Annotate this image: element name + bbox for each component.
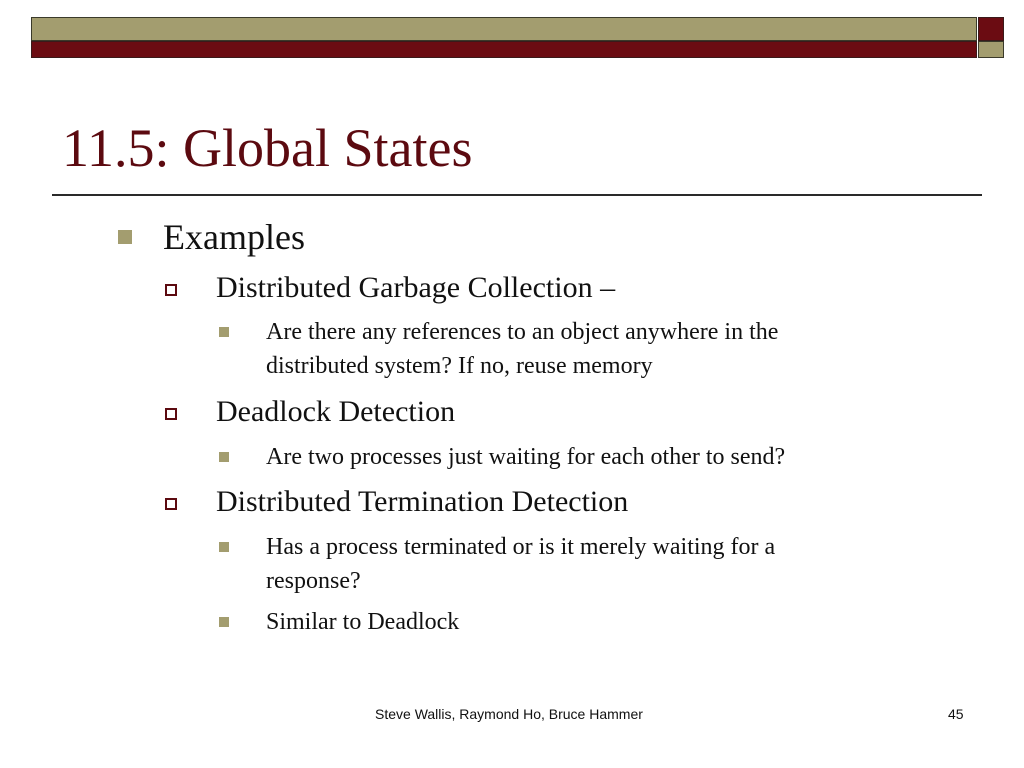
slide-title: 11.5: Global States [62, 118, 473, 178]
title-divider [52, 194, 982, 196]
hollow-square-bullet-icon [165, 408, 177, 420]
bullet-garbage-detail-line2: distributed system? If no, reuse memory [266, 353, 653, 379]
header-bar-olive [31, 17, 977, 41]
footer-authors: Steve Wallis, Raymond Ho, Bruce Hammer [375, 706, 643, 722]
square-bullet-icon [219, 542, 229, 552]
bullet-termination-detection: Distributed Termination Detection [216, 485, 629, 518]
bullet-examples: Examples [163, 217, 305, 257]
page-number: 45 [948, 706, 964, 722]
bullet-termination-detail-2: Similar to Deadlock [266, 609, 460, 635]
bullet-garbage-collection: Distributed Garbage Collection – [216, 271, 616, 304]
header-square-maroon [978, 17, 1004, 41]
hollow-square-bullet-icon [165, 498, 177, 510]
bullet-termination-detail-line2: response? [266, 568, 361, 594]
square-bullet-icon [219, 452, 229, 462]
square-bullet-icon [219, 617, 229, 627]
bullet-deadlock-detail: Are two processes just waiting for each other to send? [266, 444, 786, 470]
header-bar-maroon [31, 41, 977, 58]
hollow-square-bullet-icon [165, 284, 177, 296]
bullet-garbage-detail-line1: Are there any references to an object anywhere in the [266, 319, 779, 345]
square-bullet-icon [118, 230, 132, 244]
square-bullet-icon [219, 327, 229, 337]
header-square-olive [978, 41, 1004, 58]
bullet-termination-detail-line1: Has a process terminated or is it merely waiting for a [266, 534, 776, 560]
bullet-deadlock-detection: Deadlock Detection [216, 395, 456, 428]
